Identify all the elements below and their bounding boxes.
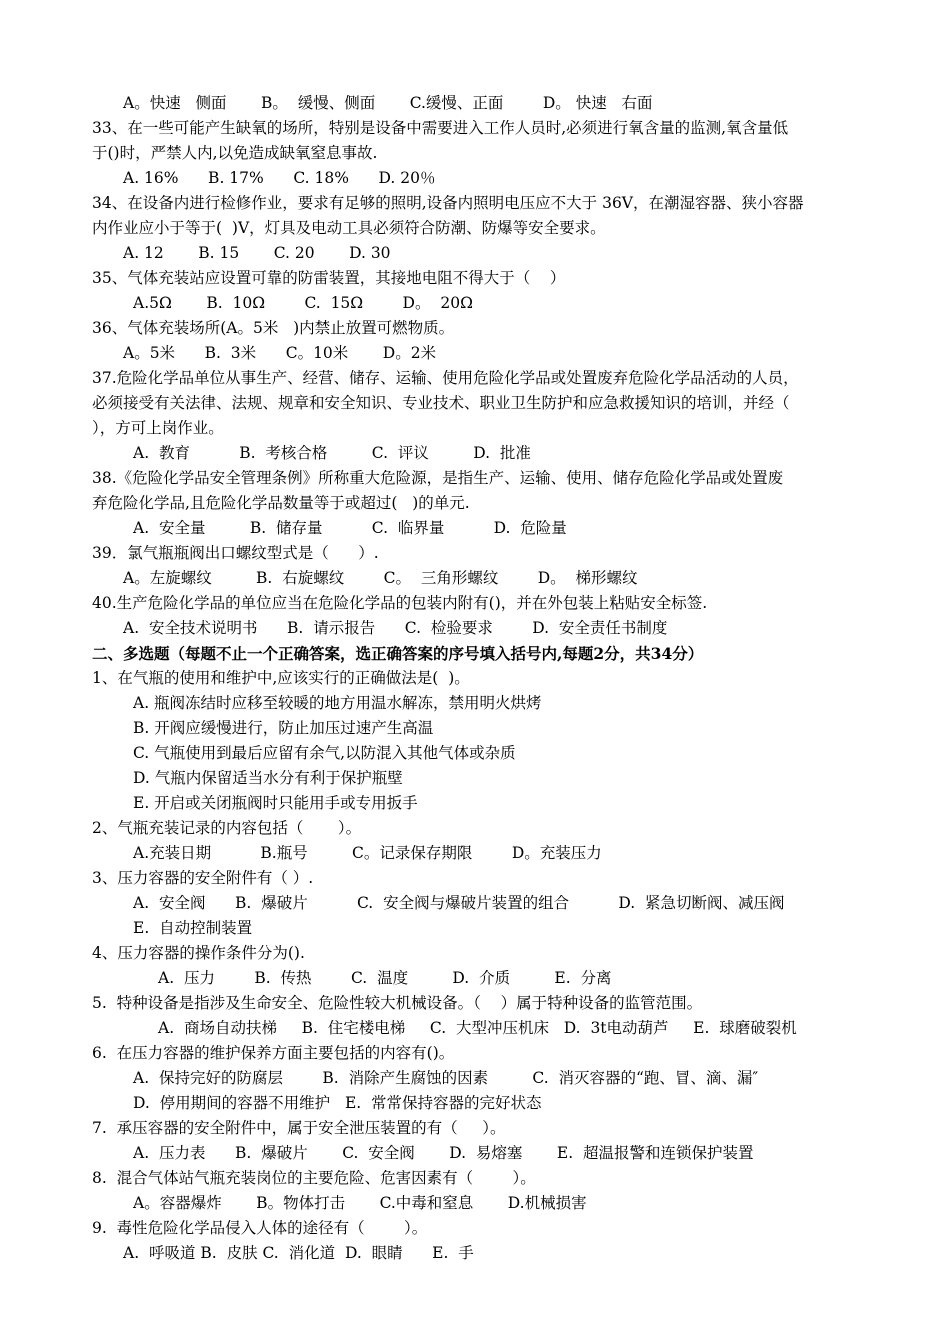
q39-options: A。左旋螺纹 B. 右旋螺纹 C。 三角形螺纹 D。 梯形螺纹 bbox=[123, 569, 638, 587]
q34-text-line-2: 内作业应小于等于( )V，灯具及电动工具必须符合防潮、防爆等安全要求。 bbox=[92, 219, 606, 237]
mq1-option-a: A. 瓶阀冻结时应移至较暖的地方用温水解冻，禁用明火烘烤 bbox=[133, 694, 542, 712]
mq9-options: A. 呼吸道 B. 皮肤 C. 消化道 D. 眼睛 E. 手 bbox=[123, 1244, 474, 1262]
q32-options: A。快速 侧面 B。 缓慢、侧面 C.缓慢、正面 D。 快速 右面 bbox=[123, 94, 653, 112]
mq9-text: 9. 毒性危险化学品侵入人体的途径有（ ）。 bbox=[92, 1219, 428, 1237]
mq6-options-line-2: D. 停用期间的容器不用维护 E. 常常保持容器的完好状态 bbox=[133, 1094, 542, 1112]
q35-text: 35、气体充装站应设置可靠的防雷装置，其接地电阻不得大于（ ） bbox=[92, 269, 566, 287]
mq3-options: A. 安全阀 B. 爆破片 C. 安全阀与爆破片装置的组合 D. 紧急切断阀、减压阀 bbox=[133, 894, 785, 912]
mq7-options: A. 压力表 B. 爆破片 C. 安全阀 D. 易熔塞 E. 超温报警和连锁保护装置 bbox=[133, 1144, 754, 1162]
section-heading-multiple-choice: 二、多选题（每题不止一个正确答案，选正确答案的序号填入括号内,每题2分，共34分） bbox=[92, 644, 704, 663]
q33-text-line-2: 于()时，严禁人内,以免造成缺氧窒息事故. bbox=[92, 144, 378, 162]
q38-text-line-1: 38.《危险化学品安全管理条例》所称重大危险源，是指生产、运输、使用、储存危险化学品或处置废 bbox=[92, 469, 784, 487]
mq1-option-c: C. 气瓶使用到最后应留有余气,以防混入其他气体或杂质 bbox=[133, 744, 516, 762]
mq3-option-e: E. 自动控制装置 bbox=[133, 919, 253, 937]
mq2-options: A.充装日期 B.瓶号 C。记录保存期限 D。充装压力 bbox=[133, 844, 602, 862]
q36-options: A。5米 B. 3米 C。10米 D。2米 bbox=[123, 344, 437, 362]
mq4-text: 4、压力容器的操作条件分为(). bbox=[92, 944, 305, 962]
q40-text: 40.生产危险化学品的单位应当在危险化学品的包装内附有()，并在外包装上粘贴安全标签. bbox=[92, 594, 708, 612]
mq7-text: 7. 承压容器的安全附件中，属于安全泄压装置的有（ ）。 bbox=[92, 1119, 506, 1137]
q35-options: A.5Ω B. 10Ω C. 15Ω D。 20Ω bbox=[133, 294, 473, 312]
q34-text-line-1: 34、在设备内进行检修作业，要求有足够的照明,设备内照明电压应不大于 36V，在潮湿容器、狭小容器 bbox=[92, 194, 804, 212]
mq6-text: 6. 在压力容器的维护保养方面主要包括的内容有()。 bbox=[92, 1044, 455, 1062]
q39-text: 39．氯气瓶瓶阀出口螺纹型式是（ ）. bbox=[92, 544, 379, 562]
q40-options: A. 安全技术说明书 B. 请示报告 C. 检验要求 D. 安全责任书制度 bbox=[123, 619, 668, 637]
q38-text-line-2: 弃危险化学品,且危险化学品数量等于或超过( )的单元. bbox=[92, 494, 470, 512]
q37-text-line-1: 37.危险化学品单位从事生产、经营、储存、运输、使用危险化学品或处置废弃危险化学品活动的人员， bbox=[92, 369, 799, 387]
mq1-option-e: E. 开启或关闭瓶阀时只能用手或专用扳手 bbox=[133, 794, 418, 812]
q38-options: A. 安全量 B. 储存量 C. 临界量 D. 危险量 bbox=[133, 519, 567, 537]
q36-text: 36、气体充装场所(A。5米 )内禁止放置可燃物质。 bbox=[92, 319, 455, 337]
q34-options: A. 12 B. 15 C. 20 D. 30 bbox=[123, 244, 391, 262]
q37-options: A. 教育 B. 考核合格 C. 评议 D. 批准 bbox=[133, 444, 531, 462]
mq6-options-line-1: A. 保持完好的防腐层 B. 消除产生腐蚀的因素 C. 消灭容器的“跑、冒、滴、漏″ bbox=[133, 1069, 759, 1087]
mq1-option-d: D. 气瓶内保留适当水分有利于保护瓶壁 bbox=[133, 769, 403, 787]
mq5-options: A. 商场自动扶梯 B. 住宅楼电梯 C. 大型冲压机床 D. 3t电动葫芦 E. 球磨破裂机 bbox=[158, 1019, 797, 1037]
mq1-text: 1、在气瓶的使用和维护中,应该实行的正确做法是( )。 bbox=[92, 669, 470, 687]
mq2-text: 2、气瓶充装记录的内容包括（ ）。 bbox=[92, 819, 362, 837]
mq8-options: A。容器爆炸 B。物体打击 C.中毒和窒息 D.机械损害 bbox=[133, 1194, 587, 1212]
mq3-text: 3、压力容器的安全附件有（ ）. bbox=[92, 869, 314, 887]
mq5-text: 5. 特种设备是指涉及生命安全、危险性较大机械设备。（ ）属于特种设备的监管范围。 bbox=[92, 994, 703, 1012]
q37-text-line-3: ），方可上岗作业。 bbox=[92, 419, 224, 437]
mq4-options: A. 压力 B. 传热 C. 温度 D. 介质 E. 分离 bbox=[158, 969, 612, 987]
q33-text-line-1: 33、在一些可能产生缺氧的场所，特别是设备中需要进入工作人员时,必须进行氧含量的监测,氧含量低 bbox=[92, 119, 789, 137]
q33-options: A. 16% B. 17% C. 18% D. 20％ bbox=[123, 169, 436, 187]
mq1-option-b: B. 开阀应缓慢进行，防止加压过速产生高温 bbox=[133, 719, 434, 737]
mq8-text: 8. 混合气体站气瓶充装岗位的主要危险、危害因素有（ ）。 bbox=[92, 1169, 536, 1187]
q37-text-line-2: 必须接受有关法律、法规、规章和安全知识、专业技术、职业卫生防护和应急救援知识的培训，并经（ bbox=[92, 394, 790, 412]
